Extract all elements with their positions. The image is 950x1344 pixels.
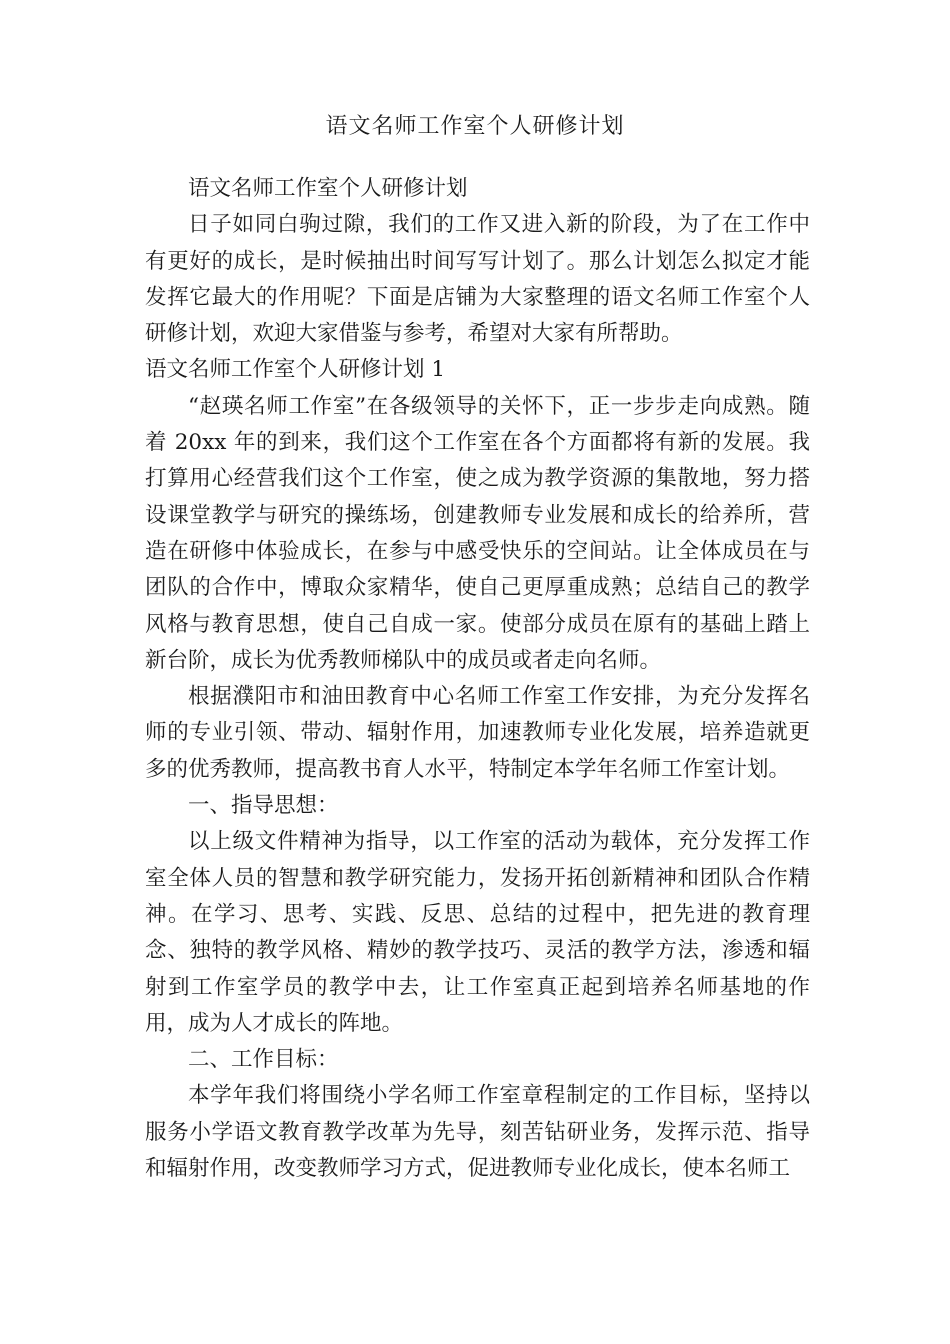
body-paragraph: “赵瑛名师工作室”在各级领导的关怀下，正一步步走向成熟。随着 20xx 年的到来，我们这个工作室在各个方面都将有新的发展。我打算用心经营我们这个工作室，使之成为教学资源的集散地，努力搭设课堂教学与研究的操练场，创建教师专业发展和成长的给养所，营造在研修中体验成长，在参与中感受快乐的空间站。让全体成员在与团队的合作中，博取众家精华，使自己更厚重成熟；总结自己的教学风格与教育思想，使自己自成一家。使部分成员在原有的基础上踏上新台阶，成长为优秀教师梯队中的成员或者走向名师。	[145, 393, 810, 673]
body-paragraph: 本学年我们将围绕小学名师工作室章程制定的工作目标，坚持以服务小学语文教育教学改革为先导，刻苦钻研业务，发挥示范、指导和辐射作用，改变教师学习方式，促进教师专业化成长，使本名师工	[145, 1083, 810, 1182]
subtitle-paragraph: 语文名师工作室个人研修计划	[188, 176, 468, 201]
document-body	[145, 171, 810, 1187]
body-paragraph: 根据濮阳市和油田教育中心名师工作室工作安排，为充分发挥名师的专业引领、带动、辐射作用，加速教师专业化发展，培养造就更多的优秀教师，提高教书育人水平，特制定本学年名师工作室计划。	[145, 684, 810, 782]
document-title: 语文名师工作室个人研修计划	[325, 114, 625, 139]
body-paragraph: 以上级文件精神为指导，以工作室的活动为载体，充分发挥工作室全体人员的智慧和教学研究能力，发扬开拓创新精神和团队合作精神。在学习、思考、实践、反思、总结的过程中，把先进的教育理念、独特的教学风格、精妙的教学技巧、灵活的教学方法，渗透和辐射到工作室学员的教学中去，让工作室真正起到培养名师基地的作用，成为人才成长的阵地。	[145, 829, 810, 1036]
section-heading-work-goals: 二、工作目标：	[188, 1047, 339, 1073]
section-heading-guiding-ideology: 一、指导思想：	[188, 793, 339, 819]
section-heading: 语文名师工作室个人研修计划 1	[145, 357, 446, 383]
intro-paragraph: 日子如同白驹过隙，我们的工作又进入新的阶段，为了在工作中有更好的成长，是时候抽出时间写写计划了。那么计划怎么拟定才能发挥它最大的作用呢？下面是店铺为大家整理的语文名师工作室个人研修计划，欢迎大家借鉴与参考，希望对大家有所帮助。	[145, 212, 810, 347]
